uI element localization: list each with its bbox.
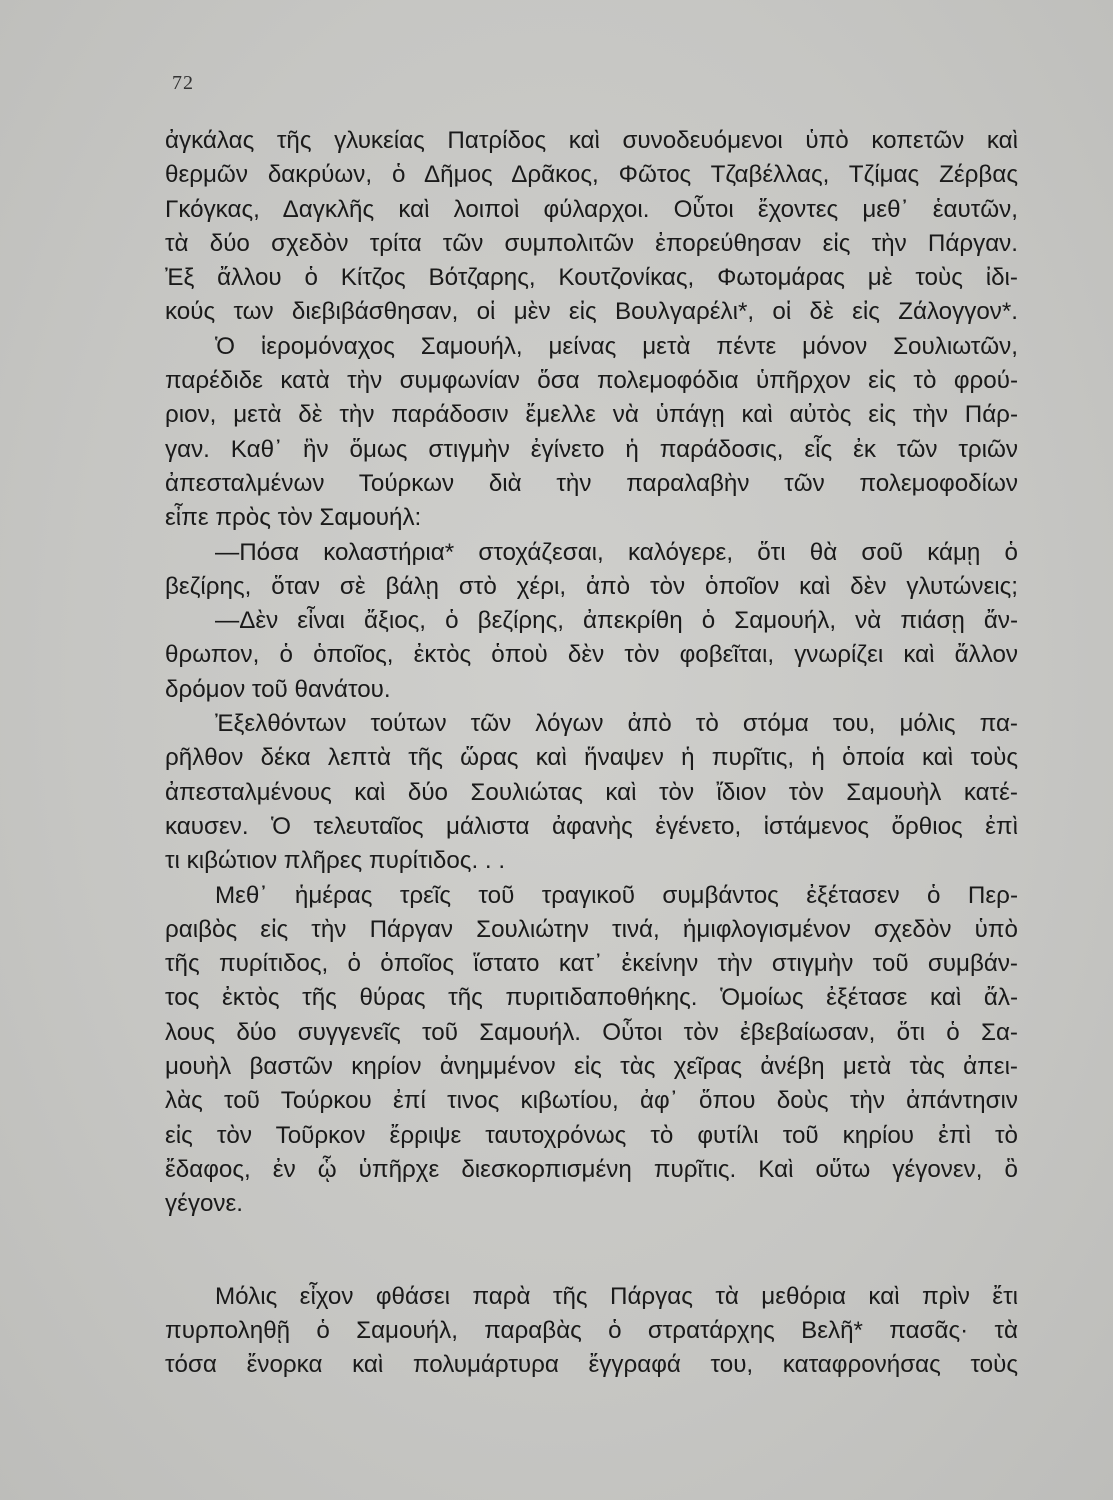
text-line: τος ἐκτὸς τῆς θύρας τῆς πυριτιδαποθήκης. Ὁμοίως ἐξέτασε καὶ ἄλ- (165, 984, 1018, 1012)
text-line: Μεθ᾽ ἡμέρας τρεῖς τοῦ τραγικοῦ συμβάντος ἐξέτασεν ὁ Περ- (215, 881, 1018, 909)
page-number: 72 (172, 72, 194, 94)
text-line: τόσα ἔνορκα καὶ πολυμάρτυρα ἔγγραφά του, καταφρονήσας τοὺς (165, 1351, 1018, 1379)
text-line: ραιβὸς εἰς τὴν Πάργαν Σουλιώτην τινά, ἡμιφλογισμένον σχεδὸν ὑπὸ (165, 915, 1018, 943)
text-line: τῆς πυρίτιδος, ὁ ὁποῖος ἵστατο κατ᾽ ἐκείνην τὴν στιγμὴν τοῦ συμβάν- (165, 950, 1018, 978)
section-gap (165, 1222, 1018, 1280)
text-line: —Δὲν εἶναι ἄξιος, ὁ βεζίρης, ἀπεκρίθη ὁ Σαμουήλ, νὰ πιάσῃ ἄν- (215, 607, 1018, 635)
text-line: λὰς τοῦ Τούρκου ἐπί τινος κιβωτίου, ἀφ᾽ ὅπου δοὺς τὴν ἀπάντησιν (165, 1087, 1018, 1115)
text-line: δρόμον τοῦ θανάτου. (165, 675, 391, 703)
body-text (165, 124, 1018, 1382)
text-line: γέγονε. (165, 1190, 244, 1218)
text-line: Μόλις εἶχον φθάσει παρὰ τῆς Πάργας τὰ μεθόρια καὶ πρὶν ἔτι (215, 1282, 1018, 1310)
text-line: μουὴλ βαστῶν κηρίον ἀνημμένον εἰς τὰς χεῖρας ἀνέβη μετὰ τὰς ἀπει- (165, 1053, 1018, 1081)
text-line: τὰ δύο σχεδὸν τρίτα τῶν συμπολιτῶν ἐπορεύθησαν εἰς τὴν Πάργαν. (165, 229, 1018, 257)
text-line: βεζίρης, ὅταν σὲ βάλῃ στὸ χέρι, ἀπὸ τὸν ὁποῖον καὶ δὲν γλυτώνεις; (165, 572, 1018, 600)
text-line: εἶπε πρὸς τὸν Σαμουήλ: (165, 504, 422, 532)
text-line: λους δύο συγγενεῖς τοῦ Σαμουήλ. Οὗτοι τὸν ἐβεβαίωσαν, ὅτι ὁ Σα- (165, 1018, 1018, 1046)
text-line: ἀπεσταλμένους καὶ δύο Σουλιώτας καὶ τὸν ἴδιον τὸν Σαμουὴλ κατέ- (165, 778, 1018, 806)
text-line: ριον, μετὰ δὲ τὴν παράδοσιν ἔμελλε νὰ ὑπάγῃ καὶ αὐτὸς εἰς τὴν Πάρ- (165, 401, 1018, 429)
text-line: θερμῶν δακρύων, ὁ Δῆμος Δρᾶκος, Φῶτος Τζαβέλλας, Τζίμας Ζέρβας (165, 161, 1018, 189)
text-line: ἀγκάλας τῆς γλυκείας Πατρίδος καὶ συνοδευόμενοι ὑπὸ κοπετῶν καὶ (165, 127, 1018, 154)
text-line: θρωπον, ὁ ὁποῖος, ἐκτὸς ὁποὺ δὲν τὸν φοβεῖται, γνωρίζει καὶ ἄλλον (165, 641, 1018, 669)
text-line: Ἐξ ἄλλου ὁ Κίτζος Βότζαρης, Κουτζονίκας, Φωτομάρας μὲ τοὺς ἰδι- (165, 264, 1018, 292)
text-line: ρῆλθον δέκα λεπτὰ τῆς ὥρας καὶ ἥναψεν ἡ πυρῖτις, ἡ ὁποία καὶ τοὺς (165, 744, 1018, 772)
text-line: ἀπεσταλμένων Τούρκων διὰ τὴν παραλαβὴν τῶν πολεμοφοδίων (165, 469, 1018, 497)
text-line: ἔδαφος, ἐν ᾧ ὑπῆρχε διεσκορπισμένη πυρῖτις. Καὶ οὕτω γέγονεν, ὃ (165, 1155, 1018, 1183)
text-line: Ἐξελθόντων τούτων τῶν λόγων ἀπὸ τὸ στόμα του, μόλις πα- (215, 710, 1018, 738)
text-line: —Πόσα κολαστήρια* στοχάζεσαι, καλόγερε, ὅτι θὰ σοῦ κάμῃ ὁ (215, 538, 1018, 566)
text-line: πυρποληθῇ ὁ Σαμουήλ, παραβὰς ὁ στρατάρχης Βελῆ* πασᾶς· τὰ (165, 1316, 1018, 1344)
text-line: Γκόγκας, Δαγκλῆς καὶ λοιποὶ φύλαρχοι. Οὗτοι ἔχοντες μεθ᾽ ἑαυτῶν, (165, 195, 1018, 223)
text-line: εἰς τὸν Τοῦρκον ἔρριψε ταυτοχρόνως τὸ φυτίλι τοῦ κηρίου ἐπὶ τὸ (165, 1121, 1018, 1149)
text-line: παρέδιδε κατὰ τὴν συμφωνίαν ὅσα πολεμοφόδια ὑπῆρχον εἰς τὸ φρού- (165, 367, 1018, 395)
text-line: κούς των διεβιβάσθησαν, οἱ μὲν εἰς Βουλγαρέλι*, οἱ δὲ εἰς Ζάλογγον*. (165, 298, 1018, 326)
text-line: καυσεν. Ὁ τελευταῖος μάλιστα ἀφανὴς ἐγένετο, ἱστάμενος ὄρθιος ἐπὶ (165, 812, 1018, 840)
text-line: Ὁ ἱερομόναχος Σαμουήλ, μείνας μετὰ πέντε μόνον Σουλιωτῶν, (215, 332, 1018, 360)
text-line: τι κιβώτιον πλῆρες πυρίτιδος. . . (165, 847, 506, 875)
text-line: γαν. Καθ᾽ ἣν ὅμως στιγμὴν ἐγίνετο ἡ παράδοσις, εἷς ἐκ τῶν τριῶν (165, 435, 1018, 463)
